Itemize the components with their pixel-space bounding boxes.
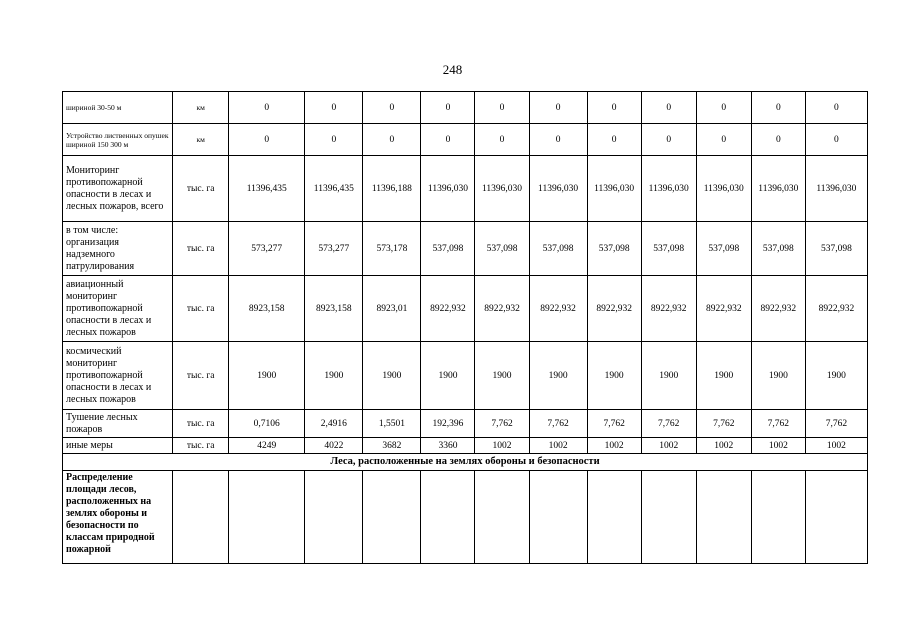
cell-value: 1900 <box>529 342 587 410</box>
cell-value: 1900 <box>587 342 641 410</box>
row-label: иные меры <box>63 438 173 454</box>
cell-value: 537,098 <box>587 222 641 276</box>
cell-value <box>475 471 529 564</box>
cell-value: 7,762 <box>475 410 529 438</box>
cell-value: 1900 <box>696 342 751 410</box>
section-title: Леса, расположенные на землях обороны и безопасности <box>63 454 868 471</box>
cell-value: 0 <box>475 124 529 156</box>
row-unit: км <box>173 92 229 124</box>
cell-value: 8922,932 <box>805 276 867 342</box>
cell-value: 1900 <box>421 342 475 410</box>
table-row <box>63 276 868 342</box>
cell-value: 11396,435 <box>305 156 363 222</box>
cell-value: 1002 <box>751 438 805 454</box>
cell-value: 537,098 <box>751 222 805 276</box>
cell-value: 8922,932 <box>641 276 696 342</box>
cell-value: 8923,158 <box>229 276 305 342</box>
cell-value: 1900 <box>475 342 529 410</box>
cell-value: 573,178 <box>363 222 421 276</box>
cell-value: 11396,030 <box>529 156 587 222</box>
row-label: Тушение лесных пожаров <box>63 410 173 438</box>
cell-value: 7,762 <box>805 410 867 438</box>
cell-value: 0 <box>529 92 587 124</box>
cell-value <box>641 471 696 564</box>
row-label: космический мониторинг противопожарной опасности в лесах и лесных пожаров <box>63 342 173 410</box>
cell-value: 11396,030 <box>641 156 696 222</box>
section-row <box>63 454 868 471</box>
cell-value: 0 <box>751 124 805 156</box>
table-row <box>63 124 868 156</box>
cell-value: 11396,188 <box>363 156 421 222</box>
table-row <box>63 471 868 564</box>
cell-value: 0 <box>229 124 305 156</box>
cell-value: 0 <box>696 92 751 124</box>
row-unit: тыс. га <box>173 438 229 454</box>
cell-value: 1900 <box>305 342 363 410</box>
cell-value: 0 <box>805 124 867 156</box>
table-row <box>63 222 868 276</box>
cell-value: 573,277 <box>305 222 363 276</box>
cell-value: 0 <box>363 124 421 156</box>
row-unit <box>173 471 229 564</box>
cell-value: 537,098 <box>696 222 751 276</box>
row-unit: тыс. га <box>173 342 229 410</box>
cell-value: 11396,030 <box>751 156 805 222</box>
cell-value: 1900 <box>641 342 696 410</box>
cell-value: 0,7106 <box>229 410 305 438</box>
data-table <box>62 91 868 564</box>
cell-value: 11396,030 <box>421 156 475 222</box>
cell-value: 4022 <box>305 438 363 454</box>
row-unit: тыс. га <box>173 410 229 438</box>
cell-value: 1900 <box>751 342 805 410</box>
cell-value <box>229 471 305 564</box>
cell-value <box>805 471 867 564</box>
cell-value: 11396,030 <box>475 156 529 222</box>
cell-value: 0 <box>751 92 805 124</box>
cell-value: 0 <box>229 92 305 124</box>
cell-value: 0 <box>305 124 363 156</box>
cell-value: 0 <box>475 92 529 124</box>
cell-value: 0 <box>305 92 363 124</box>
cell-value: 0 <box>696 124 751 156</box>
cell-value: 1900 <box>363 342 421 410</box>
cell-value: 3682 <box>363 438 421 454</box>
cell-value: 0 <box>363 92 421 124</box>
cell-value <box>305 471 363 564</box>
cell-value: 8923,01 <box>363 276 421 342</box>
cell-value: 1002 <box>529 438 587 454</box>
cell-value: 537,098 <box>529 222 587 276</box>
cell-value: 0 <box>805 92 867 124</box>
cell-value: 0 <box>587 124 641 156</box>
cell-value: 537,098 <box>421 222 475 276</box>
row-unit: км <box>173 124 229 156</box>
cell-value: 537,098 <box>805 222 867 276</box>
cell-value: 7,762 <box>587 410 641 438</box>
row-unit: тыс. га <box>173 222 229 276</box>
cell-value: 1900 <box>229 342 305 410</box>
cell-value: 192,396 <box>421 410 475 438</box>
cell-value: 11396,030 <box>587 156 641 222</box>
cell-value: 7,762 <box>696 410 751 438</box>
cell-value: 1900 <box>805 342 867 410</box>
cell-value: 7,762 <box>641 410 696 438</box>
cell-value: 1002 <box>641 438 696 454</box>
cell-value <box>751 471 805 564</box>
table-row <box>63 410 868 438</box>
cell-value: 537,098 <box>475 222 529 276</box>
row-unit: тыс. га <box>173 156 229 222</box>
cell-value: 8922,932 <box>475 276 529 342</box>
cell-value: 1002 <box>805 438 867 454</box>
page-number: 248 <box>442 62 463 77</box>
table-row <box>63 342 868 410</box>
cell-value: 11396,030 <box>805 156 867 222</box>
cell-value: 4249 <box>229 438 305 454</box>
row-label: Мониторинг противопожарной опасности в лесах и лесных пожаров, всего <box>63 156 173 222</box>
row-label: шириной 30-50 м <box>63 92 173 124</box>
cell-value: 8922,932 <box>587 276 641 342</box>
cell-value: 0 <box>587 92 641 124</box>
cell-value: 0 <box>421 92 475 124</box>
row-unit: тыс. га <box>173 276 229 342</box>
cell-value: 8922,932 <box>751 276 805 342</box>
cell-value: 8923,158 <box>305 276 363 342</box>
cell-value <box>696 471 751 564</box>
cell-value <box>587 471 641 564</box>
cell-value: 537,098 <box>641 222 696 276</box>
cell-value: 0 <box>641 124 696 156</box>
cell-value: 8922,932 <box>421 276 475 342</box>
cell-value: 11396,435 <box>229 156 305 222</box>
table-row <box>63 438 868 454</box>
cell-value <box>529 471 587 564</box>
table-row <box>63 156 868 222</box>
cell-value: 0 <box>421 124 475 156</box>
cell-value: 3360 <box>421 438 475 454</box>
cell-value: 8922,932 <box>696 276 751 342</box>
cell-value: 1002 <box>475 438 529 454</box>
cell-value: 1,5501 <box>363 410 421 438</box>
table-row <box>63 92 868 124</box>
cell-value: 1002 <box>587 438 641 454</box>
row-label: авиационный мониторинг противопожарной опасности в лесах и лесных пожаров <box>63 276 173 342</box>
cell-value: 2,4916 <box>305 410 363 438</box>
cell-value <box>421 471 475 564</box>
cell-value: 0 <box>641 92 696 124</box>
cell-value: 7,762 <box>751 410 805 438</box>
cell-value: 11396,030 <box>696 156 751 222</box>
cell-value: 7,762 <box>529 410 587 438</box>
row-label: Устройство лиственных опушек шириной 150 300 м <box>63 124 173 156</box>
row-label: в том числе: организация надземного патрулирования <box>63 222 173 276</box>
cell-value: 0 <box>529 124 587 156</box>
cell-value <box>363 471 421 564</box>
cell-value: 573,277 <box>229 222 305 276</box>
cell-value: 8922,932 <box>529 276 587 342</box>
row-label: Распределение площади лесов, расположенных на землях обороны и безопасности по классам природной пожарной <box>63 471 173 564</box>
cell-value: 1002 <box>696 438 751 454</box>
